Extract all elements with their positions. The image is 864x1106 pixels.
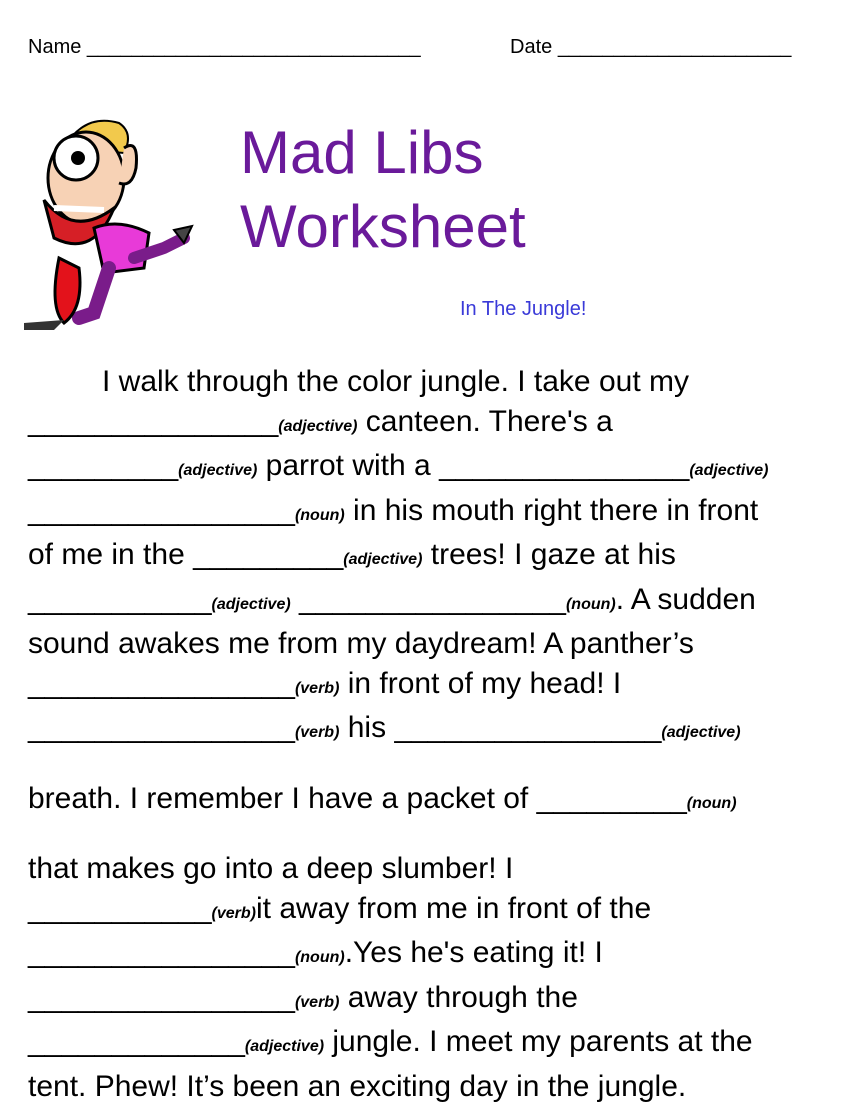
story-line: _____________(adjective) jungle. I meet my parents at the <box>28 1022 844 1067</box>
story-line: I walk through the color jungle. I take out my <box>28 362 844 402</box>
story-line: ___________(adjective) ________________(noun). A sudden <box>28 580 844 625</box>
story-line: ________________(verb) his ________________(adjective) <box>28 708 844 753</box>
blank[interactable]: ________________ <box>291 583 566 616</box>
word-hint: (verb) <box>212 905 256 922</box>
blank[interactable]: ________________ <box>394 711 661 744</box>
page-title <box>240 116 526 264</box>
page-subtitle: In The Jungle! <box>460 298 586 321</box>
word-hint: (adjective) <box>661 724 740 741</box>
date-label: Date <box>510 36 552 58</box>
blank[interactable]: _______________ <box>439 449 689 482</box>
blank[interactable]: _________ <box>537 782 687 815</box>
word-hint: (adjective) <box>178 462 257 479</box>
word-hint: (verb) <box>295 724 339 741</box>
story-line: of me in the _________(adjective) trees! I gaze at his <box>28 535 844 580</box>
name-field[interactable] <box>28 36 421 59</box>
blank[interactable]: ________________ <box>28 711 295 744</box>
blank[interactable]: _________ <box>28 449 178 482</box>
blank[interactable]: _________ <box>193 538 343 571</box>
date-line[interactable]: _____________________ <box>558 36 792 58</box>
word-hint: (verb) <box>295 680 339 697</box>
story-line: breath. I remember I have a packet of _________(noun) <box>28 779 844 824</box>
blank[interactable]: ________________ <box>28 667 295 700</box>
story-line: sound awakes me from my daydream! A panther’s <box>28 624 844 664</box>
word-hint: (adjective) <box>689 462 768 479</box>
blank[interactable]: _______________ <box>28 405 278 438</box>
story-line: that makes go into a deep slumber! I <box>28 849 844 889</box>
name-line[interactable]: ______________________________ <box>87 36 421 58</box>
blank[interactable]: ___________ <box>28 892 212 925</box>
story-line: ________________(noun) in his mouth right there in front <box>28 491 844 536</box>
story-line: ________________(noun).Yes he's eating it! I <box>28 933 844 978</box>
word-hint: (noun) <box>566 596 616 613</box>
blank[interactable]: ________________ <box>28 936 295 969</box>
story-line: _______________(adjective) canteen. There's a <box>28 402 844 447</box>
word-hint: (adjective) <box>212 596 291 613</box>
blank[interactable]: _____________ <box>28 1025 245 1058</box>
word-hint: (noun) <box>295 949 345 966</box>
story-line: ________________(verb) in front of my head! I <box>28 664 844 709</box>
running-cartoon-man-icon <box>24 108 194 330</box>
title-line-2: Worksheet <box>240 190 526 264</box>
story-text <box>28 362 844 1106</box>
story-line: ___________(verb)it away from me in front of the <box>28 889 844 934</box>
word-hint: (adjective) <box>343 551 422 568</box>
word-hint: (noun) <box>295 507 345 524</box>
word-hint: (adjective) <box>245 1038 324 1055</box>
date-field[interactable] <box>510 36 791 59</box>
blank[interactable]: ________________ <box>28 981 295 1014</box>
story-line: _________(adjective) parrot with a _______________(adjective) <box>28 446 844 491</box>
title-line-1: Mad Libs <box>240 116 526 190</box>
blank[interactable]: ________________ <box>28 494 295 527</box>
word-hint: (adjective) <box>278 418 357 435</box>
story-line: tent. Phew! It’s been an exciting day in the jungle. <box>28 1067 844 1106</box>
blank[interactable]: ___________ <box>28 583 212 616</box>
name-label: Name <box>28 36 81 58</box>
story-line: ________________(verb) away through the <box>28 978 844 1023</box>
word-hint: (verb) <box>295 994 339 1011</box>
word-hint: (noun) <box>687 795 737 812</box>
